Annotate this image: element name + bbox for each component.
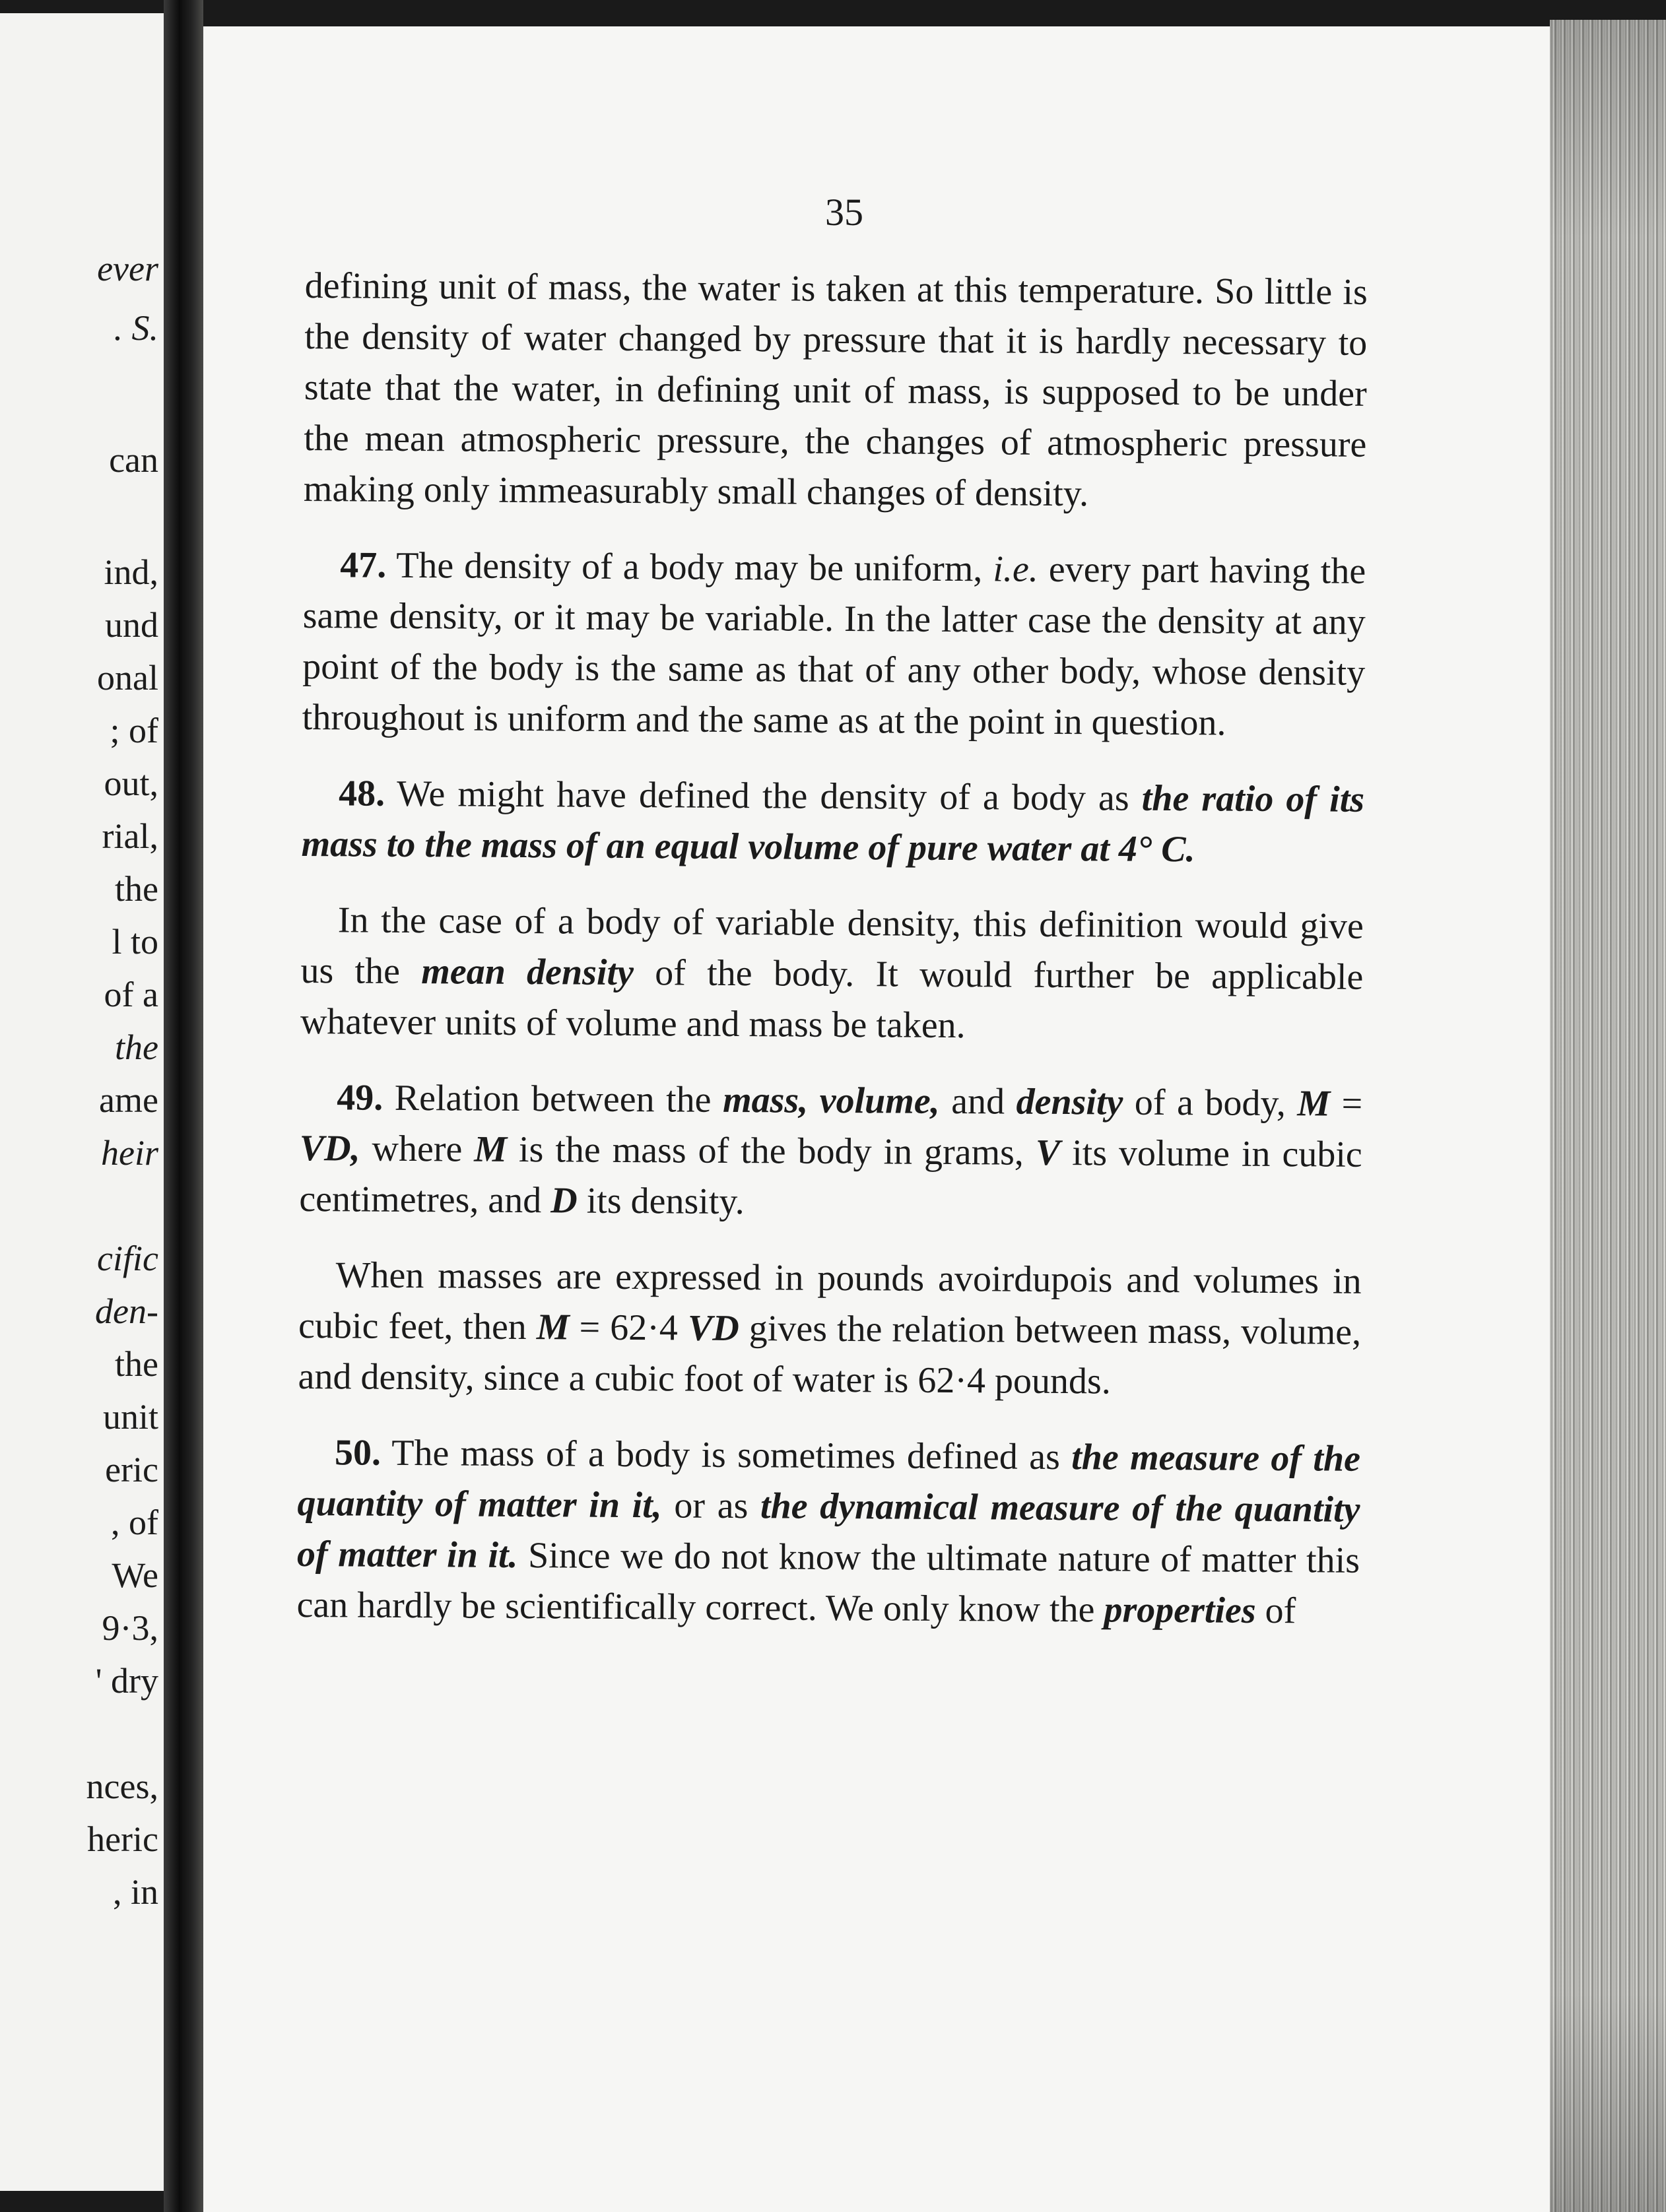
italic-definition: the dynamical measure of the quantity of matter in it. [296,1485,1360,1577]
text-run: When masses are expressed in pounds avoirdupois and volumes in cubic feet, then [298,1254,1362,1348]
text-run: We might have defined the density of a body as [384,773,1142,819]
text-run: is the mass of the body in grams, [506,1128,1036,1173]
left-page-fragment: eric [105,1450,158,1489]
text-run: The mass of a body is sometimes defined as [380,1432,1072,1478]
paragraph-50 [296,1427,1360,1637]
left-page-fragment: the [115,869,158,909]
formula-symbol: M [536,1307,570,1348]
text-run: Relation between the [383,1077,723,1121]
text-run: its density. [577,1180,745,1223]
left-page-fragment: den- [95,1291,158,1331]
section-number: 49. [337,1077,383,1119]
section-number: 50. [334,1432,382,1474]
left-page-fragment: l to [112,922,158,961]
text-run: = [1329,1083,1363,1124]
italic-term: volume, [819,1080,940,1122]
formula-symbol: D [550,1180,578,1221]
left-page-fragment: heir [101,1133,158,1173]
italic-term: mean density [421,951,634,994]
text-run: its volume in cubic centimetres, and [299,1132,1362,1221]
italic-term: properties [1104,1589,1256,1631]
text-run [808,1080,820,1121]
left-page-fragment: ind, [104,552,158,592]
left-page-fragment: heric [87,1819,158,1859]
formula-symbol: M [474,1128,508,1170]
text-run: of a body, [1123,1082,1298,1124]
formula-symbol: M [1297,1083,1331,1124]
paragraph-intro: defining unit of mass, the water is taken at this temperature. So little is the density of water changed by pressure that it is hardly necessary to state that the water, in defining unit of mass, is supposed to be under the mean atmospheric pressure, the changes of atmospheric pressure making only immeasurably small changes of density. [303,265,1368,515]
paragraph-49 [299,1072,1362,1231]
left-page-fragment: unit [102,1397,158,1437]
italic-run: i.e. [993,548,1039,590]
left-page-fragment: und [105,605,158,645]
left-page-fragment: ; of [110,711,158,750]
left-page-fragment: the [115,1027,158,1067]
text-run: or as [661,1485,761,1527]
italic-term: mass, [722,1079,809,1121]
left-page-fragment: onal [97,658,158,698]
left-page-fragment: rial, [102,816,158,856]
formula-symbol: VD [687,1307,739,1350]
text-run: gives the relation between mass, volume, and density, since a cubic foot of water is 62·4 pounds. [298,1308,1362,1402]
left-page-fragment: ame [99,1080,158,1120]
left-page-fragment: 9·3, [102,1608,158,1648]
italic-definition: the ratio of its mass to the mass of an equal volume of pure water at 4° C. [301,777,1365,870]
page-number: 35 [825,191,863,234]
left-page-fragment: , of [111,1503,158,1542]
text-run: of the body. It would further be applicable whatever units of volume and mass be taken. [300,952,1364,1047]
paragraph-48 [301,768,1364,876]
formula-symbol: V [1035,1132,1061,1174]
section-number: 48. [338,773,385,814]
paragraph-48-continued [300,895,1364,1054]
text-column [296,261,1368,1637]
italic-term: density [1016,1081,1123,1123]
left-page-fragment: of a [104,975,158,1014]
paragraph-49-continued [298,1250,1361,1409]
text-run: every part having the same density, or it may be variable. In the latter case the density at any point of the body is the same as that of any other body, whose density throughout is uniform and the same as at the point in question. [302,548,1366,744]
text-run: and [939,1080,1016,1122]
section-number: 47. [339,544,387,586]
left-page-fragment: out, [104,764,158,803]
left-page-fragment: ever [97,249,158,288]
page-edges [1550,20,1666,2212]
left-page-fragment: can [109,440,158,480]
text-run: of [1255,1590,1296,1632]
left-page-fragment: cific [97,1239,158,1278]
italic-definition: the measure of the quantity of matter in it, [297,1437,1361,1526]
left-page-fragment: We [112,1555,158,1595]
book-gutter [164,0,203,2212]
text-run: In the case of a body of variable density, this definition would give us the [300,899,1364,992]
left-page-fragment: . S. [114,308,158,348]
text-run: The density of a body may be uniform, [385,544,993,590]
left-page-fragment: , in [112,1872,158,1912]
left-page-fragment: the [115,1344,158,1384]
left-page-fragment: ' dry [95,1661,158,1701]
left-facing-page [0,13,164,2191]
paragraph-47 [302,540,1366,750]
left-page-fragment: nces, [86,1767,158,1806]
text-run: = 62·4 [569,1307,688,1349]
text-run: where [360,1128,475,1170]
formula-symbol: VD, [299,1127,360,1169]
text-run: Since we do not know the ultimate nature of matter this can hardly be scientifically correct. We only know the [296,1535,1360,1631]
